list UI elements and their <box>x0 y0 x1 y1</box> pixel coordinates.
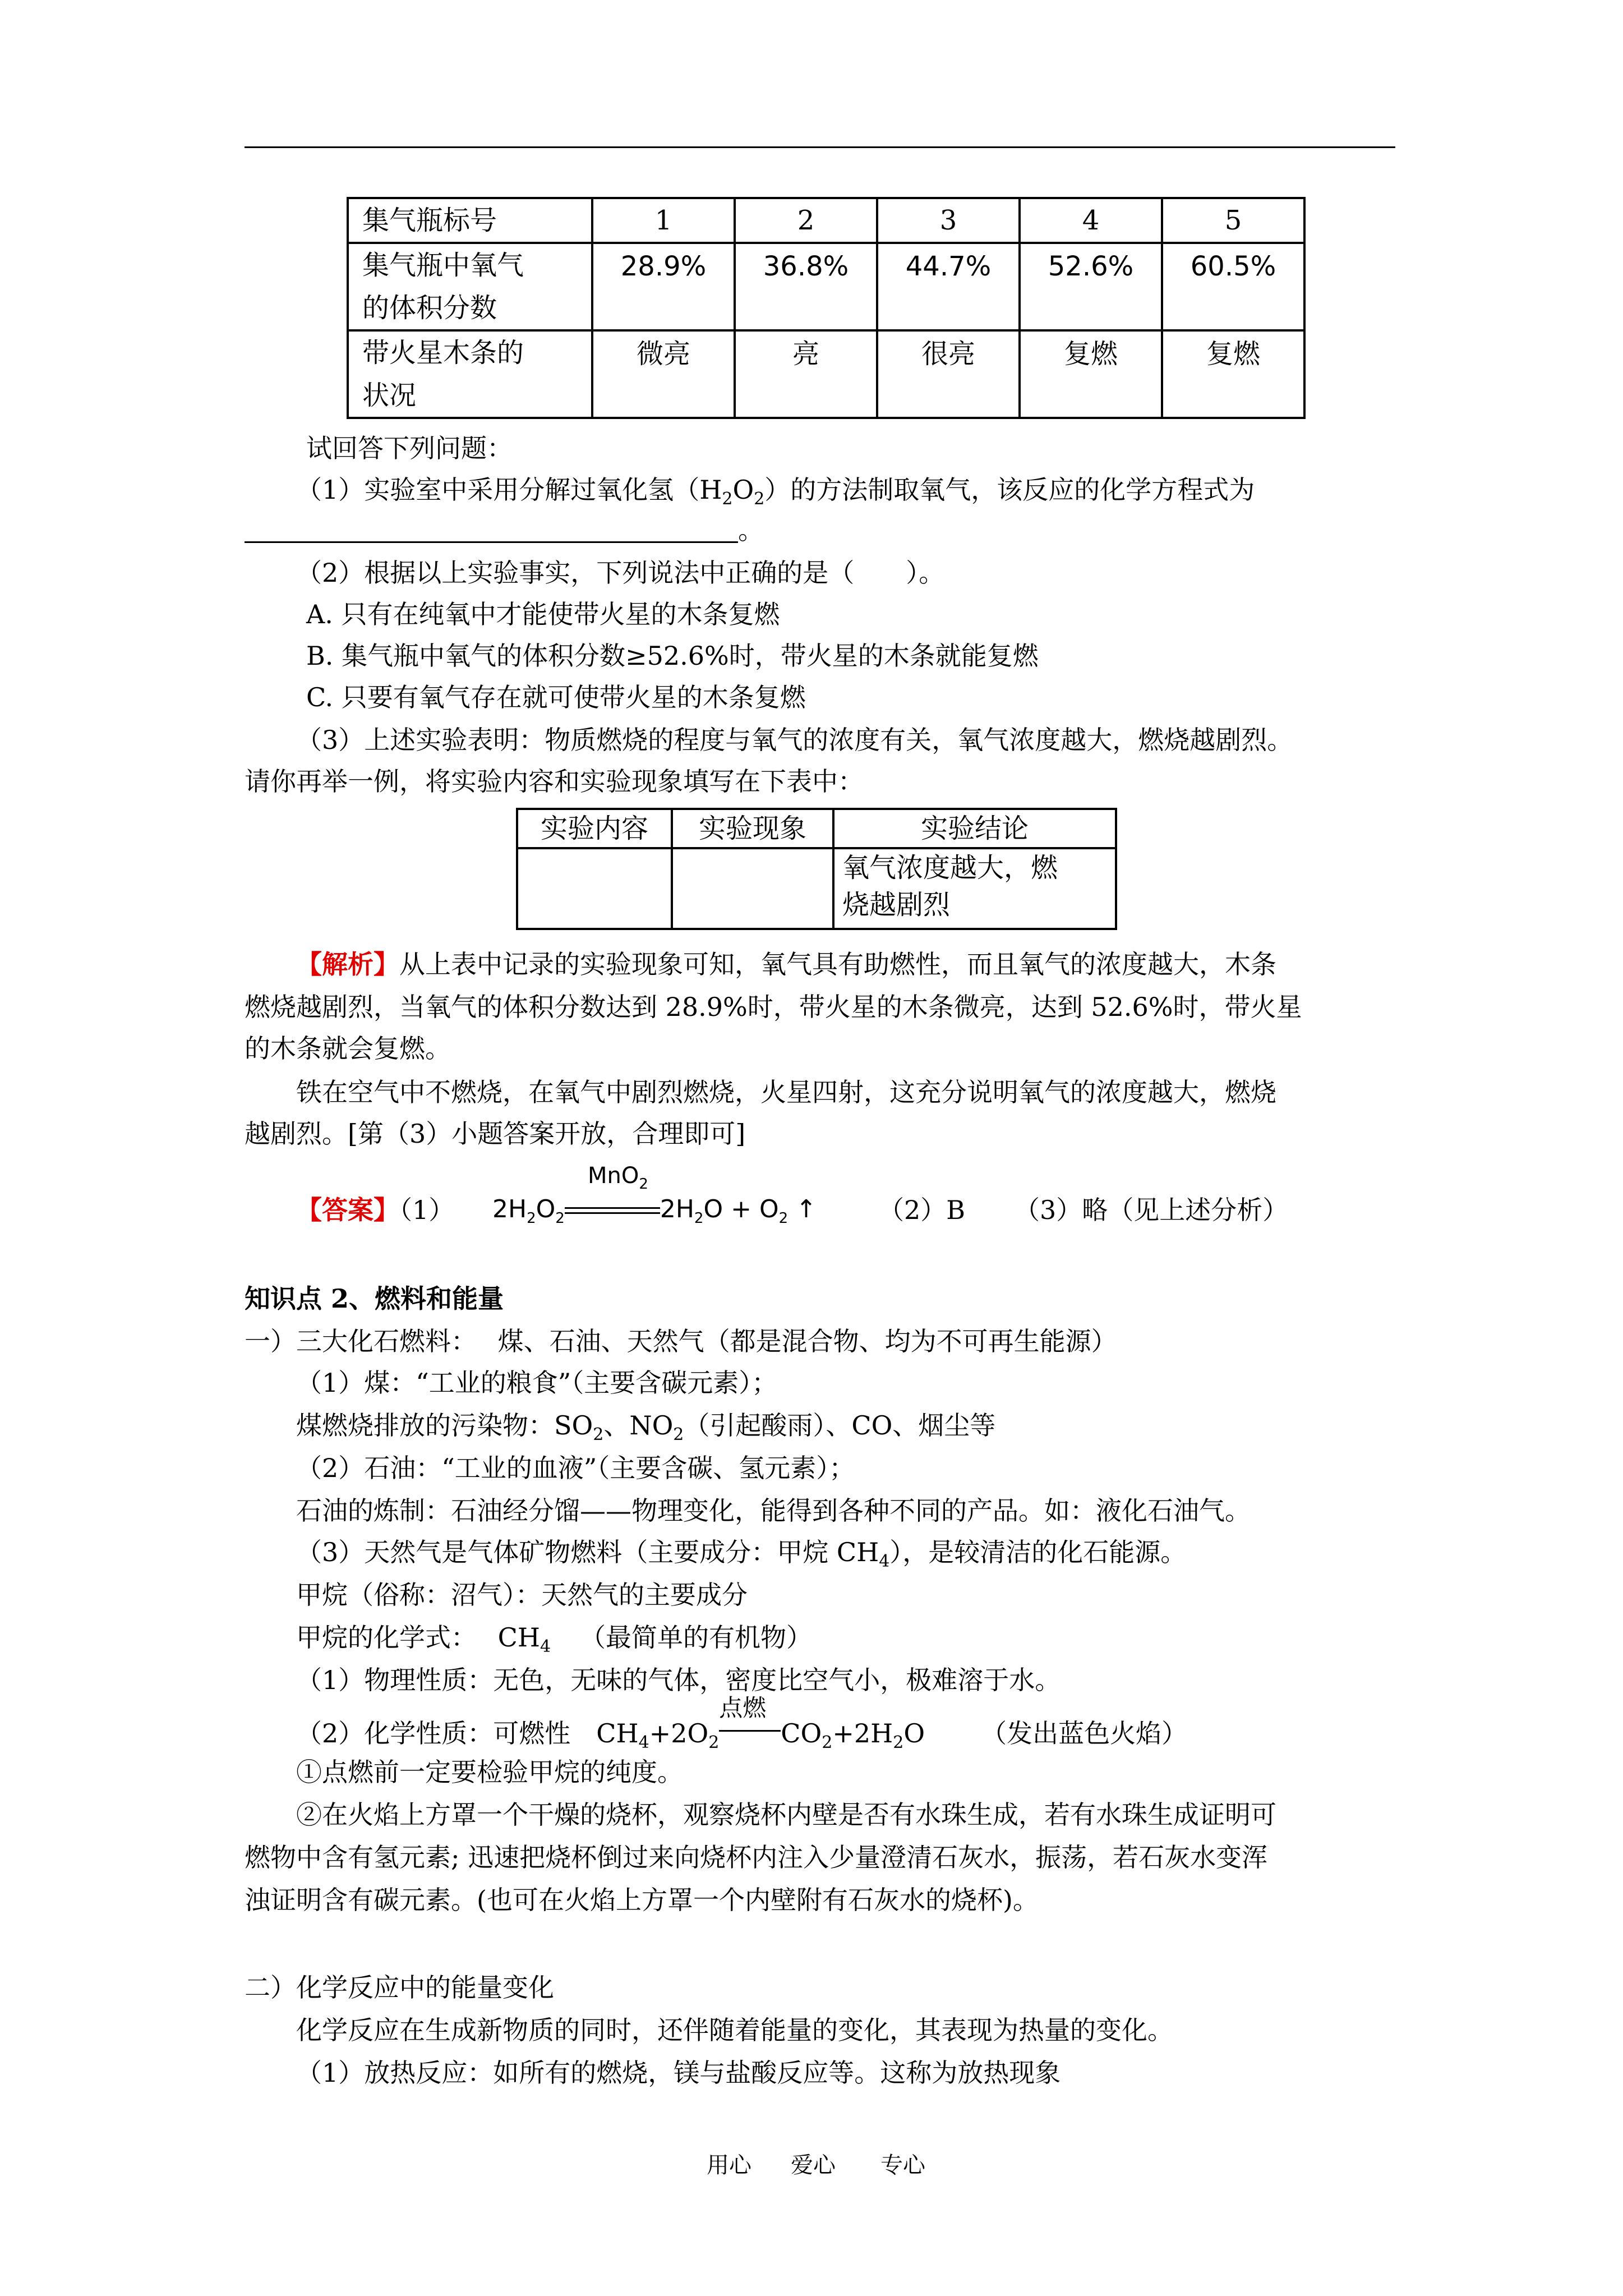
table-cell: 60.5% <box>1162 243 1304 330</box>
table-header-cell <box>348 243 592 330</box>
subscript: 2 <box>708 1733 720 1752</box>
text-run: （3）天然气是气体矿物燃料（主要成分：甲烷 CH <box>296 1537 879 1567</box>
text-run: （发出蓝色火焰） <box>981 1718 1188 1749</box>
question-2: （2）根据以上实验事实，下列说法中正确的是（ ）。 <box>296 558 945 588</box>
body-line <box>296 1622 813 1657</box>
option-c: C. 只要有氧气存在就可使带火星的木条复燃 <box>306 682 806 712</box>
analysis-line: 越剧烈。[第（3）小题答案开放，合理即可] <box>245 1119 746 1149</box>
body-line: 甲烷（俗称：沼气）：天然气的主要成分 <box>296 1580 748 1610</box>
table-cell <box>833 848 1116 929</box>
option-b: B. 集气瓶中氧气的体积分数≥52.6%时，带火星的木条就能复燃 <box>306 641 1039 671</box>
section-heading: 二）化学反应中的能量变化 <box>245 1972 554 2003</box>
experiment-fill-table <box>516 808 1117 930</box>
row-label-line: 集气瓶中氧气 <box>362 250 524 281</box>
table-cell: 亮 <box>735 330 877 418</box>
answer-part-2: （2）B <box>878 1195 966 1225</box>
subscript: 2 <box>893 1733 904 1752</box>
row-label-line: 带火星木条的 <box>362 337 524 369</box>
table-row <box>517 809 1116 848</box>
subscript: 4 <box>879 1552 890 1571</box>
subscript: 2 <box>754 489 765 509</box>
reaction-arrow <box>719 1694 781 1742</box>
text-run: ）的方法制取氧气，该反应的化学方程式为 <box>764 475 1255 505</box>
table-cell: 44.7% <box>877 243 1020 330</box>
footer-text: 爱心 <box>791 2152 836 2178</box>
subscript: 2 <box>639 1176 648 1193</box>
answer-blank-line <box>245 517 764 543</box>
answer-blank <box>245 519 738 543</box>
table-row <box>348 243 1304 330</box>
oxygen-experiment-table <box>347 197 1306 419</box>
analysis-line: 燃烧越剧烈，当氧气的体积分数达到 28.9%时，带火星的木条微亮，达到 52.6%时，带火星 <box>245 992 1302 1022</box>
body-line: 燃物中含有氢元素; 迅速把烧杯倒过来向烧杯内注入少量澄清石灰水，振荡，若石灰水变浑 <box>245 1842 1268 1872</box>
text-run: （1） <box>399 1195 455 1225</box>
body-line: ①点燃前一定要检验甲烷的纯度。 <box>296 1757 683 1787</box>
answer-tag <box>296 1197 454 1223</box>
analysis-tag: 【解析】 <box>296 949 399 979</box>
body-line <box>296 1410 996 1444</box>
analysis-line: 的木条就会复燃。 <box>245 1033 451 1064</box>
footer-text: 用心 <box>707 2152 751 2178</box>
row-label-line: 的体积分数 <box>362 292 497 324</box>
text-run: 。 <box>738 515 764 545</box>
table-header-cell <box>348 330 592 418</box>
text-run: 煤燃烧排放的污染物：SO <box>296 1410 593 1441</box>
table-cell: 复燃 <box>1020 330 1162 418</box>
table-cell: 2 <box>735 198 877 243</box>
text-run: 从上表中记录的实验现象可知，氧气具有助燃性，而且氧气的浓度越大，木条 <box>399 949 1276 979</box>
table-cell: 28.9% <box>592 243 735 330</box>
text-run: （1）实验室中采用分解过氧化氢（H <box>296 475 722 505</box>
subscript: 2 <box>822 1733 833 1752</box>
table-cell: 4 <box>1020 198 1162 243</box>
analysis-line: 铁在空气中不燃烧，在氧气中剧烈燃烧，火星四射，这充分说明氧气的浓度越大，燃烧 <box>296 1077 1276 1107</box>
table-cell-empty <box>672 848 833 929</box>
table-cell: 微亮 <box>592 330 735 418</box>
text-run: （引起酸雨）、CO、烟尘等 <box>684 1410 996 1441</box>
body-line: （2）石油：“工业的血液”（主要含碳、氢元素）； <box>296 1453 855 1483</box>
conclusion-line: 烧越剧烈 <box>842 889 951 921</box>
question-1-line <box>296 475 1255 509</box>
table-row <box>348 198 1304 243</box>
conclusion-line: 氧气浓度越大，燃 <box>842 852 1058 884</box>
question-3-line: 请你再举一例，将实验内容和实验现象填写在下表中： <box>245 766 864 797</box>
body-line: （1）放热反应：如所有的燃烧，镁与盐酸反应等。这称为放热现象 <box>296 2058 1061 2088</box>
subscript: 2 <box>593 1425 604 1444</box>
table-row <box>517 848 1116 929</box>
text-run: MnO <box>588 1163 639 1189</box>
text-run: （2）化学性质：可燃性 CH <box>296 1718 639 1749</box>
question-intro: 试回答下列问题： <box>306 433 513 463</box>
body-line: ②在火焰上方罩一个干燥的烧杯，观察烧杯内壁是否有水珠生成，若有水珠生成证明可 <box>296 1800 1276 1830</box>
table-cell: 很亮 <box>877 330 1020 418</box>
equation-h2o2-decomposition <box>492 1161 846 1228</box>
reaction-condition: 点燃 <box>719 1694 767 1722</box>
section-heading: 一）三大化石燃料： 煤、石油、天然气（都是混合物、均为不可再生能源） <box>245 1326 1117 1356</box>
table-cell-empty <box>517 848 672 929</box>
equation-text: $2H_2O_2$ $2H_2O + O_2$ ↑ <box>492 1195 817 1227</box>
table-header-cell: 实验结论 <box>833 809 1116 848</box>
body-line: （1）煤：“工业的粮食”（主要含碳元素）； <box>296 1368 778 1398</box>
body-line: （1）物理性质：无色，无味的气体，密度比空气小，极难溶于水。 <box>296 1665 1061 1695</box>
body-line: 化学反应在生成新物质的同时，还伴随着能量的变化，其表现为热量的变化。 <box>296 2015 1173 2045</box>
table-header-cell: 实验内容 <box>517 809 672 848</box>
text-run: ），是较清洁的化石能源。 <box>889 1537 1187 1567</box>
subscript: 4 <box>540 1637 551 1657</box>
table-cell: 36.8% <box>735 243 877 330</box>
body-line <box>296 1537 1187 1571</box>
text-run: 甲烷的化学式： CH <box>296 1622 540 1653</box>
equation-catalyst <box>588 1163 648 1193</box>
table-header-cell: 集气瓶标号 <box>348 198 592 243</box>
table-cell: 3 <box>877 198 1020 243</box>
table-header-cell: 实验现象 <box>672 809 833 848</box>
body-line: （2）化学性质：可燃性 $CH_4+2O_2$ 点燃 $CO_2+2H_2O$ （发出蓝色火焰） <box>296 1694 1188 1752</box>
row-label-line: 状况 <box>362 380 417 411</box>
table-cell: 5 <box>1162 198 1304 243</box>
section-title: 知识点 2、燃料和能量 <box>245 1283 504 1314</box>
footer-text: 专心 <box>880 2152 925 2178</box>
subscript: 2 <box>722 489 733 509</box>
table-row <box>348 330 1304 418</box>
body-line: 石油的炼制：石油经分馏——物理变化，能得到各种不同的产品。如：液化石油气。 <box>296 1496 1251 1526</box>
header-rule <box>245 146 1395 148</box>
question-3-line: （3）上述实验表明：物质燃烧的程度与氧气的浓度有关，氧气浓度越大，燃烧越剧烈。 <box>296 725 1293 755</box>
table-cell: 52.6% <box>1020 243 1162 330</box>
subscript: 2 <box>673 1425 684 1444</box>
table-cell: 1 <box>592 198 735 243</box>
option-a: A. 只有在纯氧中才能使带火星的木条复燃 <box>306 599 780 629</box>
table-cell: 复燃 <box>1162 330 1304 418</box>
answer-label: 【答案】 <box>296 1195 399 1225</box>
analysis-line <box>296 951 1276 977</box>
answer-part-3: （3）略（见上述分析） <box>1014 1195 1289 1225</box>
subscript: 4 <box>638 1733 649 1752</box>
text-run: O <box>732 475 754 505</box>
text-run: 、NO <box>603 1410 674 1441</box>
text-run: （最简单的有机物） <box>580 1622 813 1653</box>
body-line: 浊证明含有碳元素。(也可在火焰上方罩一个内壁附有石灰水的烧杯)。 <box>245 1885 1039 1915</box>
